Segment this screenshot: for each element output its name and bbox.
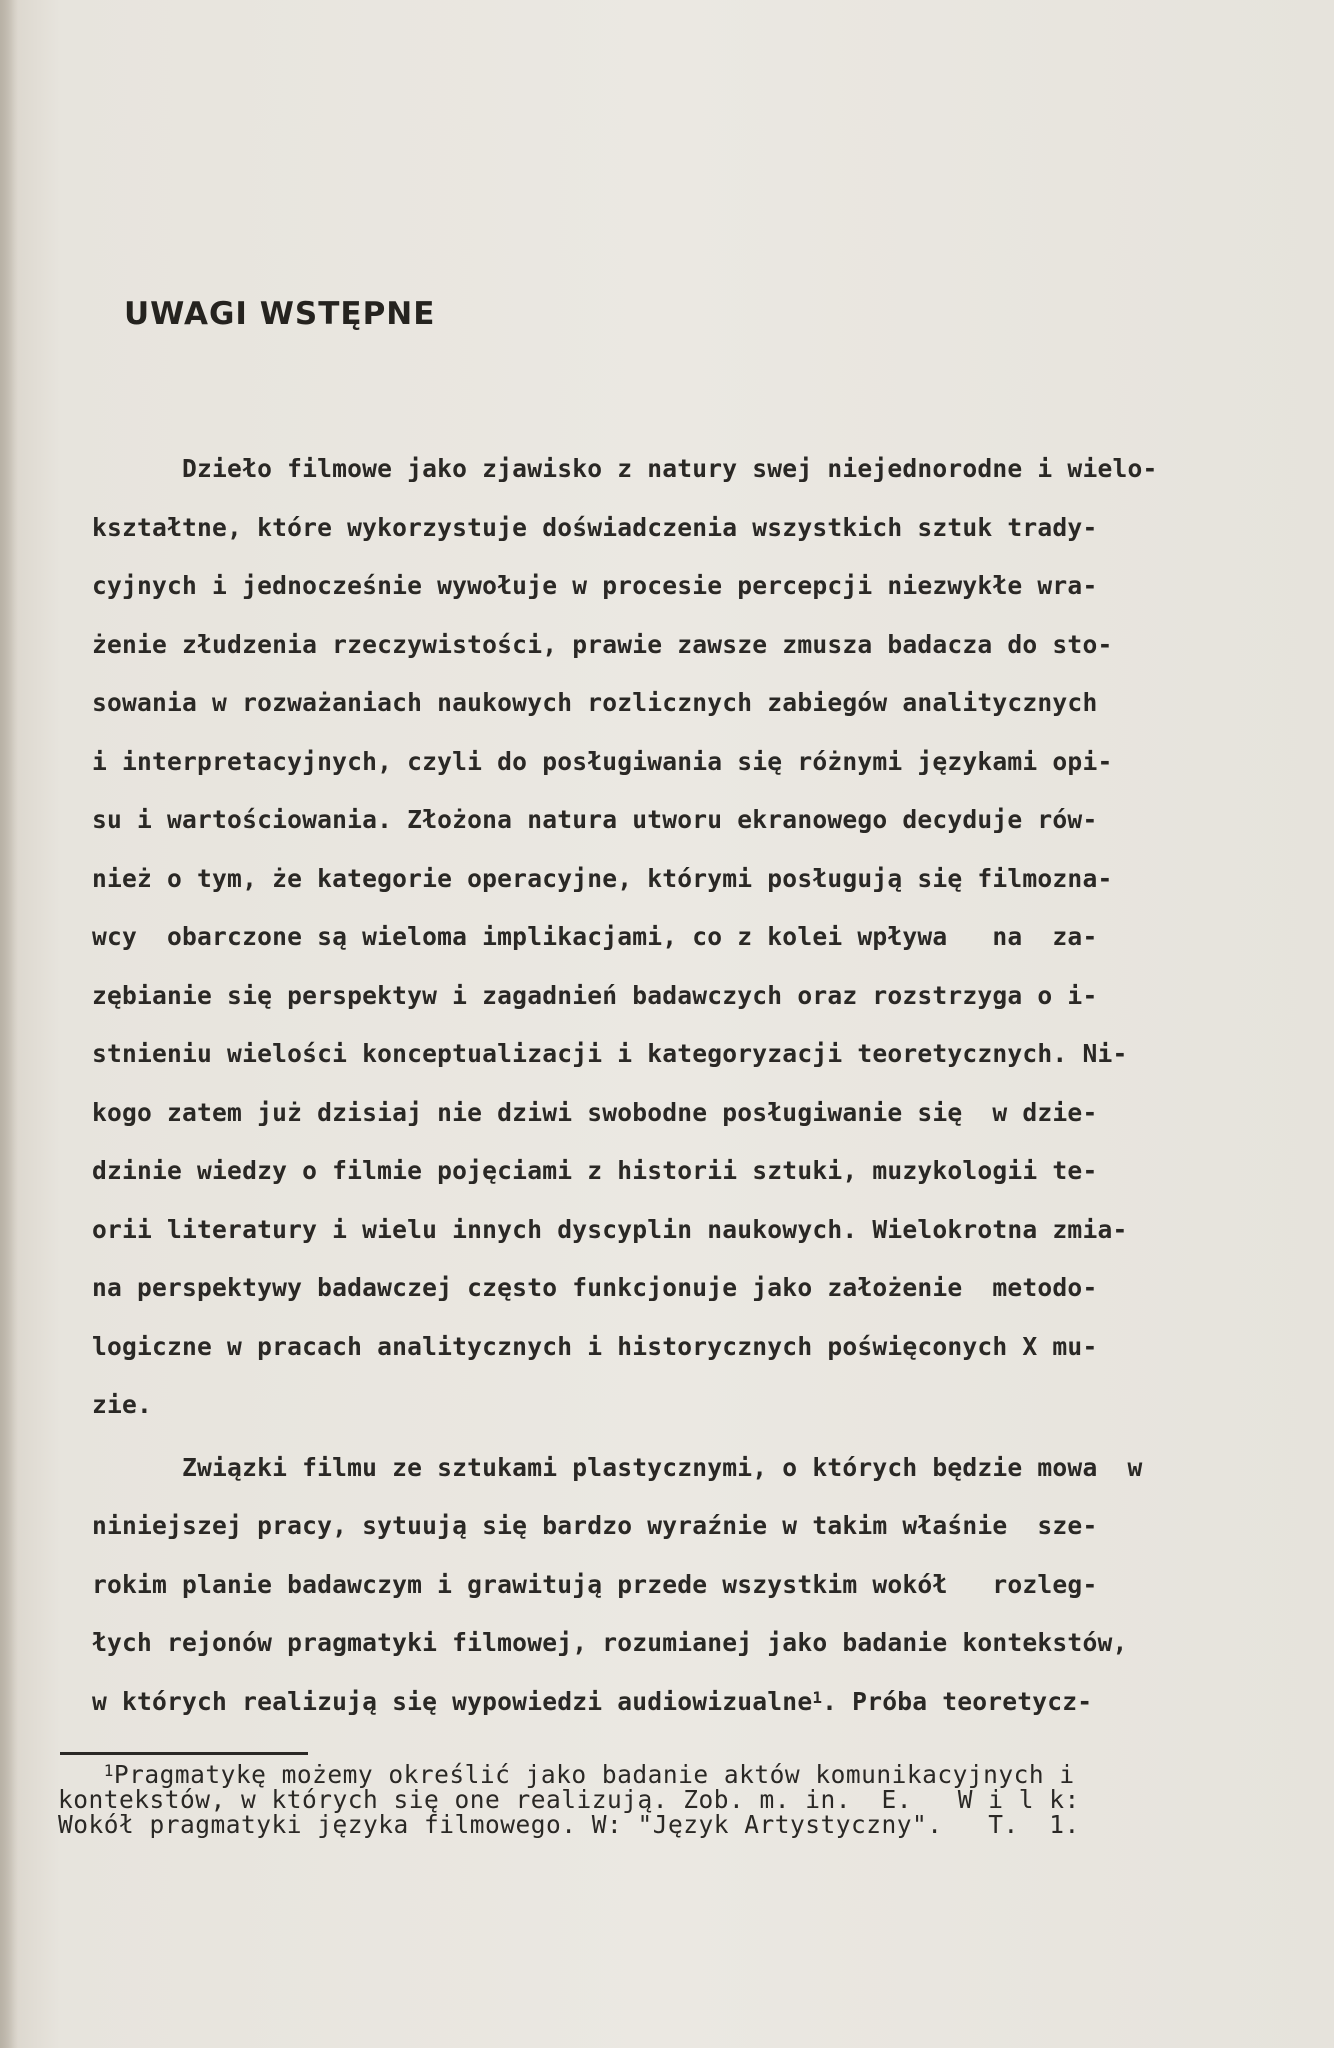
text-line: na perspektywy badawczej często funkcjonuje jako założenie metodo- [92, 1273, 1098, 1302]
text-line: niniejszej pracy, sytuują się bardzo wyraźnie w takim właśnie sze- [92, 1511, 1098, 1540]
text-line: sowania w rozważaniach naukowych rozlicznych zabiegów analitycznych [92, 688, 1098, 717]
footnote-line [58, 1762, 1288, 1787]
footnote-reference: 1 [812, 1687, 823, 1707]
text-line [92, 1673, 1282, 1732]
text-line: żenie złudzenia rzeczywistości, prawie zawsze zmusza badacza do sto- [92, 629, 1113, 659]
text-line: cyjnych i jednocześnie wywołuje w procesie percepcji niezwykłe wra- [92, 571, 1098, 600]
main-text [92, 440, 1282, 1731]
text-line: i interpretacyjnych, czyli do posługiwania się różnymi językami opi- [92, 746, 1113, 776]
text-line: kształtne, które wykorzystuje doświadczenia wszystkich sztuk trady- [92, 512, 1098, 542]
chapter-heading: UWAGI WSTĘPNE [124, 296, 436, 332]
text-line-end: . Próba teoretycz- [822, 1686, 1093, 1716]
text-line: stnieniu wielości konceptualizacji i kategoryzacji teoretycznych. Ni- [92, 1039, 1128, 1068]
text-line-start: w których realizują się wypowiedzi audiowizualne [92, 1686, 813, 1716]
text-line: kogo zatem już dzisiaj nie dziwi swobodne posługiwanie się w dzie- [92, 1097, 1098, 1127]
footnotes [58, 1762, 1288, 1837]
text-line: su i wartościowania. Złożona natura utworu ekranowego decyduje rów- [92, 805, 1098, 834]
text-line: Dzieło filmowe jako zjawisko z natury swej niejednorodne i wielo- [92, 454, 1158, 483]
text-line: zębianie się perspektyw i zagadnień badawczych oraz rozstrzyga o i- [92, 980, 1098, 1010]
text-line: orii literatury i wielu innych dyscyplin naukowych. Wielokrotna zmia- [92, 1214, 1128, 1244]
text-line: logiczne w pracach analitycznych i historycznych poświęconych X mu- [92, 1331, 1098, 1361]
paragraph-1 [92, 440, 1282, 1435]
footnote-separator [60, 1752, 308, 1755]
binding-shadow [0, 0, 18, 2048]
text-line: nież o tym, że kategorie operacyjne, którymi posługują się filmozna- [92, 863, 1113, 893]
text-line: wcy obarczone są wieloma implikacjami, co z kolei wpływa na za- [92, 922, 1098, 951]
text-line: zie. [92, 1390, 153, 1419]
footnote-number: 1 [103, 1761, 114, 1780]
paragraph-2 [92, 1439, 1282, 1732]
footnote-line: Wokół pragmatyki języka filmowego. W: "Język Artystyczny". T. 1. [58, 1810, 1080, 1839]
footnote-line: kontekstów, w których się one realizują. Zob. m. in. E. W i l k: [58, 1785, 1080, 1814]
text-line: łych rejonów pragmatyki filmowej, rozumianej jako badanie kontekstów, [92, 1628, 1128, 1657]
text-line: rokim planie badawczym i grawitują przede wszystkim wokół rozleg- [92, 1569, 1098, 1599]
text-line: dzinie wiedzy o filmie pojęciami z historii sztuki, muzykologii te- [92, 1156, 1098, 1185]
footnote-text: Pragmatykę możemy określić jako badanie aktów komunikacyjnych i [113, 1760, 1075, 1789]
text-line: Związki filmu ze sztukami plastycznymi, o których będzie mowa w [92, 1452, 1143, 1482]
